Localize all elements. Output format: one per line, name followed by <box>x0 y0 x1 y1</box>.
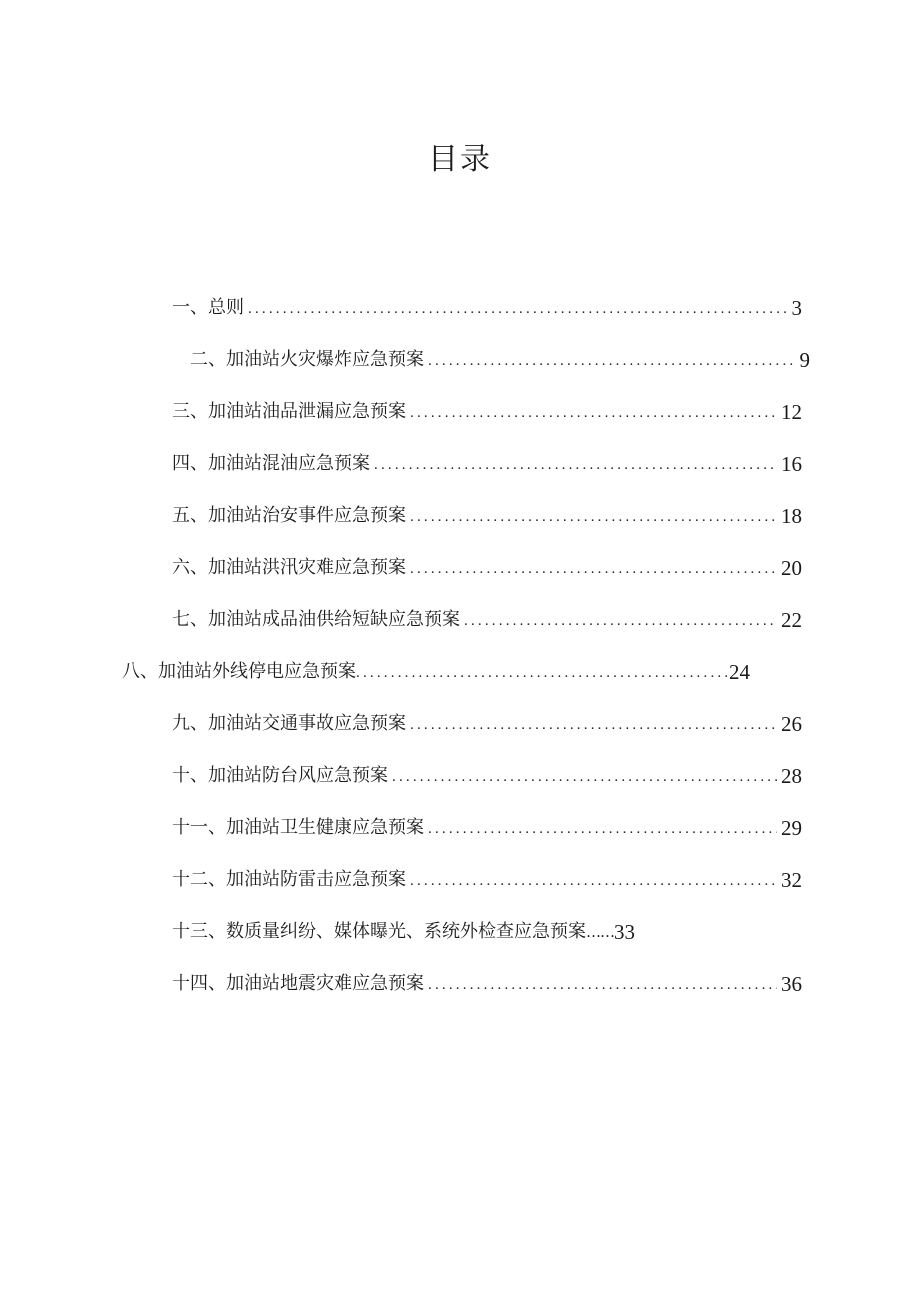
toc-entry-13[interactable] <box>172 917 732 947</box>
toc-entry-10[interactable] <box>172 761 802 791</box>
toc-entry-2[interactable] <box>190 345 810 375</box>
toc-dot-leader <box>356 658 727 688</box>
toc-dot-leader <box>464 606 777 636</box>
toc-page-number: 29 <box>781 816 802 840</box>
toc-page-number: 9 <box>799 348 810 372</box>
toc-entry-3[interactable] <box>172 397 802 427</box>
toc-entry-label: 七、加油站成品油供给短缺应急预案 <box>172 609 460 630</box>
toc-entry-1[interactable] <box>172 293 802 323</box>
toc-dot-leader <box>410 502 777 532</box>
toc-entry-9[interactable] <box>172 709 802 739</box>
toc-entry-label: 一、总则 <box>172 297 244 318</box>
toc-entry-label: 三、加油站油品泄漏应急预案 <box>172 401 406 422</box>
toc-entry-label: 十、加油站防台风应急预案 <box>172 765 388 786</box>
toc-page-number: 28 <box>781 764 802 788</box>
toc-page-number: 33 <box>614 920 635 944</box>
toc-page-number: 24 <box>729 660 750 684</box>
toc-entry-11[interactable] <box>172 813 802 843</box>
toc-page-number: 26 <box>781 712 802 736</box>
toc-page-number: 20 <box>781 556 802 580</box>
toc-entry-label: 九、加油站交通事故应急预案 <box>172 713 406 734</box>
toc-dot-leader <box>410 398 777 428</box>
toc-dot-leader <box>428 970 777 1000</box>
toc-entry-label: 十二、加油站防雷击应急预案 <box>172 869 406 890</box>
toc-dot-leader <box>410 554 777 584</box>
toc-dot-leader <box>248 294 788 324</box>
toc-entry-14[interactable] <box>172 969 802 999</box>
toc-page-number: 22 <box>781 608 802 632</box>
toc-entry-6[interactable] <box>172 553 802 583</box>
toc-page-number: 16 <box>781 452 802 476</box>
toc-entry-label: 五、加油站治安事件应急预案 <box>172 505 406 526</box>
toc-entry-8[interactable] <box>122 657 750 687</box>
toc-page-number: 36 <box>781 972 802 996</box>
toc-entry-4[interactable] <box>172 449 802 479</box>
toc-page-number: 12 <box>781 400 802 424</box>
toc-entry-7[interactable] <box>172 605 802 635</box>
toc-dot-leader <box>374 450 777 480</box>
toc-page-number: 3 <box>791 296 802 320</box>
toc-entry-label: 二、加油站火灾爆炸应急预案 <box>190 349 424 370</box>
toc-page-number: 18 <box>781 504 802 528</box>
toc-entry-label: 六、加油站洪汛灾难应急预案 <box>172 557 406 578</box>
toc-entry-label: 八、加油站外线停电应急预案 <box>122 661 356 682</box>
toc-entry-12[interactable] <box>172 865 802 895</box>
toc-dot-leader <box>428 814 777 844</box>
toc-entry-label: 十三、数质量纠纷、媒体曝光、系统外检查应急预案 <box>172 921 586 942</box>
toc-entry-label: 四、加油站混油应急预案 <box>172 453 370 474</box>
toc-ellipsis-leader: …… <box>586 923 614 941</box>
toc-entry-5[interactable] <box>172 501 802 531</box>
toc-dot-leader <box>410 866 777 896</box>
toc-page-number: 32 <box>781 868 802 892</box>
page-title: 目录 <box>428 142 492 177</box>
toc-entry-label: 十四、加油站地震灾难应急预案 <box>172 973 424 994</box>
toc-dot-leader <box>392 762 777 792</box>
toc-entry-label: 十一、加油站卫生健康应急预案 <box>172 817 424 838</box>
toc-dot-leader <box>428 346 796 376</box>
toc-dot-leader <box>410 710 777 740</box>
